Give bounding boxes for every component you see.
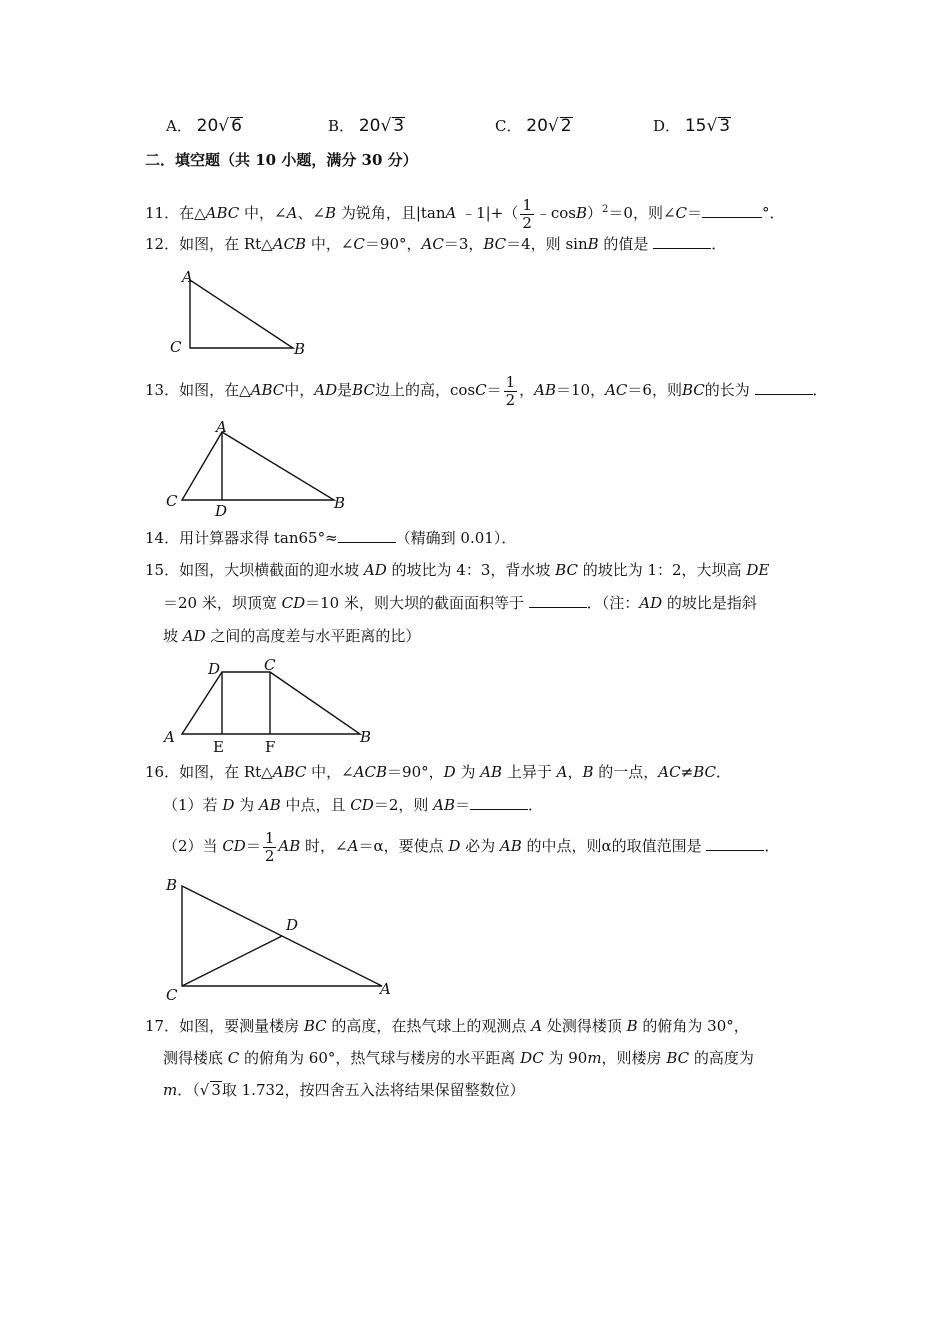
- segment-cd: [182, 936, 282, 986]
- trapezoid-dam: [182, 672, 360, 734]
- vertex-label-a: A: [380, 980, 391, 998]
- vertex-label-d: D: [208, 660, 221, 678]
- figure-q16-triangle: [160, 870, 400, 1004]
- vertex-label-e: E: [213, 738, 224, 756]
- question-15-line-1: 15．如图，大坝横截面的迎水坡 AD 的坡比为 4：3，背水坡 BC 的坡比为 1：2，大坝高 DE: [145, 561, 770, 579]
- fraction: $\frac{1}{2}$: [264, 828, 275, 865]
- answer-blank[interactable]: [702, 203, 762, 218]
- vertex-label-a: A: [182, 268, 193, 286]
- triangle-acb: [190, 280, 293, 348]
- vertex-label-a: A: [164, 728, 175, 746]
- question-12: 12．如图，在 Rt△ACB 中，∠C＝90°，AC＝3，BC＝4，则 sinB 的值是 ．: [145, 235, 727, 253]
- section-title: 二．填空题（共 10 小题，满分 30 分）: [145, 151, 418, 169]
- option-value: 20√ 6: [196, 116, 242, 136]
- question-15-line-2: ＝20 米，坝顶宽 CD＝10 米，则大坝的截面面积等于 ．（注：AD 的坡比是指斜: [163, 594, 757, 612]
- vertex-label-d: D: [215, 502, 228, 520]
- option-value: 20√ 2: [526, 116, 572, 136]
- question-15-line-3: 坡 AD 之间的高度差与水平距离的比）: [163, 627, 421, 645]
- answer-blank[interactable]: [470, 795, 528, 810]
- option-c: [495, 116, 573, 136]
- vertex-label-c: C: [166, 492, 178, 510]
- option-b: [328, 116, 405, 136]
- vertex-label-b: B: [166, 876, 178, 894]
- vertex-label-b: B: [334, 494, 346, 512]
- option-value: 15√ 3: [684, 116, 731, 136]
- vertex-label-b: B: [294, 340, 306, 358]
- sqrt-value: √ 3: [199, 1081, 221, 1099]
- option-letter: B．: [328, 117, 355, 135]
- question-17-line-2: 测得楼底 C 的俯角为 60°，热气球与楼房的水平距离 DC 为 90m，则楼房 BC 的高度为: [163, 1049, 754, 1067]
- question-13: 13．如图，在△ABC中，AD是BC边上的高，cosC＝ $\frac{1}{2}$ ，AB＝10，AC＝6，则BC的长为 ．: [145, 372, 828, 409]
- question-16: 16．如图，在 Rt△ABC 中，∠ACB＝90°，D 为 AB 上异于 A，B 的一点，AC≠BC．: [145, 763, 731, 781]
- answer-blank[interactable]: [529, 593, 587, 608]
- option-a: [166, 116, 243, 136]
- question-16-part-1: （1）若 D 为 AB 中点，且 CD＝2，则 AB＝ ．: [163, 796, 544, 814]
- vertex-label-f: F: [265, 738, 276, 756]
- figure-q15-dam: [160, 654, 380, 754]
- answer-blank[interactable]: [653, 234, 711, 249]
- vertex-label-c: C: [166, 986, 178, 1004]
- question-14: 14．用计算器求得 tan65°≈ （精确到 0.01）．: [145, 529, 517, 547]
- vertex-label-c: C: [264, 656, 276, 674]
- option-letter: A．: [166, 117, 192, 135]
- vertex-label-c: C: [170, 338, 182, 356]
- option-d: [653, 116, 731, 136]
- question-17-line-1: 17．如图，要测量楼房 BC 的高度，在热气球上的观测点 A 处测得楼顶 B 的俯角为 30°，: [145, 1017, 749, 1035]
- option-letter: C．: [495, 117, 522, 135]
- answer-blank[interactable]: [755, 380, 813, 395]
- figure-q12-triangle: [160, 268, 320, 360]
- triangle-abc: [182, 432, 334, 500]
- fraction: $\frac{1}{2}$: [522, 195, 532, 232]
- vertex-label-d: D: [286, 916, 299, 934]
- question-16-part-2: （2）当 CD＝ $\frac{1}{2}$ AB 时，∠A＝α，要使点 D 必为 AB 的中点，则α的取值范围是 ．: [163, 828, 780, 865]
- option-letter: D．: [653, 117, 681, 135]
- vertex-label-b: B: [360, 728, 372, 746]
- option-value: 20√ 3: [358, 116, 405, 136]
- answer-blank[interactable]: [706, 836, 764, 851]
- answer-blank[interactable]: [338, 528, 396, 543]
- vertex-label-a: A: [216, 418, 227, 436]
- fraction: $\frac{1}{2}$: [505, 372, 516, 409]
- question-17-line-3: m．（√ 3取 1.732，按四舍五入法将结果保留整数位）: [163, 1081, 525, 1099]
- figure-q13-triangle: [160, 418, 360, 518]
- question-11: 11．在△ABC 中，∠A、∠B 为锐角，且|tanA ﹣1|+（ $\frac{1}{2}$ ﹣cosB）$^2$＝0，则∠C＝ °．: [145, 195, 785, 232]
